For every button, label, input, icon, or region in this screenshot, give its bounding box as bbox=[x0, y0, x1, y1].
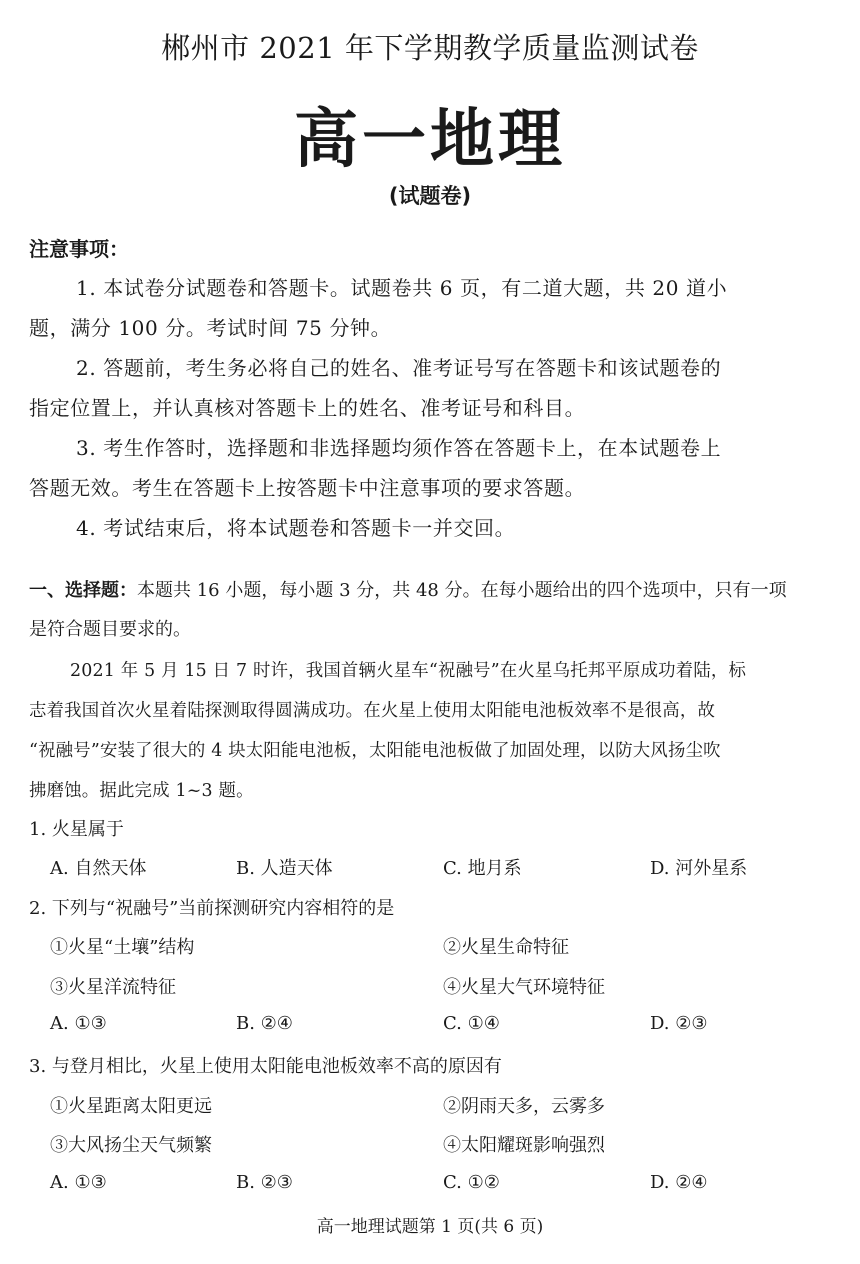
note-line: 1. 本试卷分试题卷和答题卡。试题卷共 6 页，有二道大题，共 20 道小 bbox=[76, 276, 728, 300]
option-b: B. ②③ bbox=[236, 1172, 293, 1193]
question-stem: 3. 与登月相比，火星上使用太阳能电池板效率不高的原因有 bbox=[29, 1056, 502, 1077]
question-stem: 2. 下列与“祝融号”当前探测研究内容相符的是 bbox=[29, 898, 395, 919]
statement-item: ①火星距离太阳更远 bbox=[50, 1096, 212, 1117]
note-line: 题，满分 100 分。考试时间 75 分钟。 bbox=[29, 316, 392, 340]
statement-item: ④太阳耀斑影响强烈 bbox=[443, 1135, 605, 1156]
subject-title: 高一地理 bbox=[294, 103, 566, 177]
paper-type-label: (试题卷) bbox=[388, 184, 472, 208]
option-a: A. 自然天体 bbox=[50, 858, 147, 879]
option-a: A. ①③ bbox=[50, 1172, 107, 1193]
passage-line: 2021 年 5 月 15 日 7 时许，我国首辆火星车“祝融号”在火星乌托邦平原成功着陆，标 bbox=[70, 661, 747, 681]
option-d: D. 河外星系 bbox=[650, 858, 748, 879]
section-intro bbox=[29, 576, 831, 602]
option-a: A. ①③ bbox=[50, 1013, 107, 1034]
note-line: 4. 考试结束后，将本试题卷和答题卡一并交回。 bbox=[76, 516, 516, 540]
statement-item: ②火星生命特征 bbox=[443, 937, 569, 958]
note-line: 答题无效。考生在答题卡上按答题卡中注意事项的要求答题。 bbox=[29, 476, 586, 500]
note-line: 2. 答题前，考生务必将自己的姓名、准考证号写在答题卡和该试题卷的 bbox=[76, 356, 722, 380]
passage-line: 志着我国首次火星着陆探测取得圆满成功。在火星上使用太阳能电池板效率不是很高，故 bbox=[29, 701, 716, 721]
section-label: 一、选择题： bbox=[29, 580, 137, 601]
note-line: 3. 考生作答时，选择题和非选择题均须作答在答题卡上，在本试题卷上 bbox=[76, 436, 722, 460]
statement-item: ③大风扬尘天气频繁 bbox=[50, 1135, 212, 1156]
section-intro-cont: 是符合题目要求的。 bbox=[29, 619, 191, 640]
statement-item: ②阴雨天多，云雾多 bbox=[443, 1096, 605, 1117]
passage-line: 拂磨蚀。据此完成 1~3 题。 bbox=[29, 781, 254, 801]
question-stem: 1. 火星属于 bbox=[29, 819, 124, 840]
exam-title: 郴州市 2021 年下学期教学质量监测试卷 bbox=[161, 31, 699, 65]
page-footer: 高一地理试题第 1 页(共 6 页) bbox=[316, 1217, 544, 1237]
option-c: C. 地月系 bbox=[443, 858, 522, 879]
option-d: D. ②④ bbox=[650, 1172, 708, 1193]
notes-heading: 注意事项： bbox=[29, 237, 129, 261]
passage-line: “祝融号”安装了很大的 4 块太阳能电池板，太阳能电池板做了加固处理，以防大风扬尘吹 bbox=[29, 741, 721, 761]
option-b: B. 人造天体 bbox=[236, 858, 333, 879]
note-line: 指定位置上，并认真核对答题卡上的姓名、准考证号和科目。 bbox=[29, 396, 586, 420]
statement-item: ①火星“土壤”结构 bbox=[50, 937, 195, 958]
option-c: C. ①④ bbox=[443, 1013, 500, 1034]
statement-item: ④火星大气环境特征 bbox=[443, 977, 605, 998]
statement-item: ③火星洋流特征 bbox=[50, 977, 176, 998]
option-c: C. ①② bbox=[443, 1172, 500, 1193]
section-intro-text: 本题共 16 小题，每小题 3 分，共 48 分。在每小题给出的四个选项中，只有一项 bbox=[137, 580, 787, 601]
option-b: B. ②④ bbox=[236, 1013, 293, 1034]
option-d: D. ②③ bbox=[650, 1013, 708, 1034]
